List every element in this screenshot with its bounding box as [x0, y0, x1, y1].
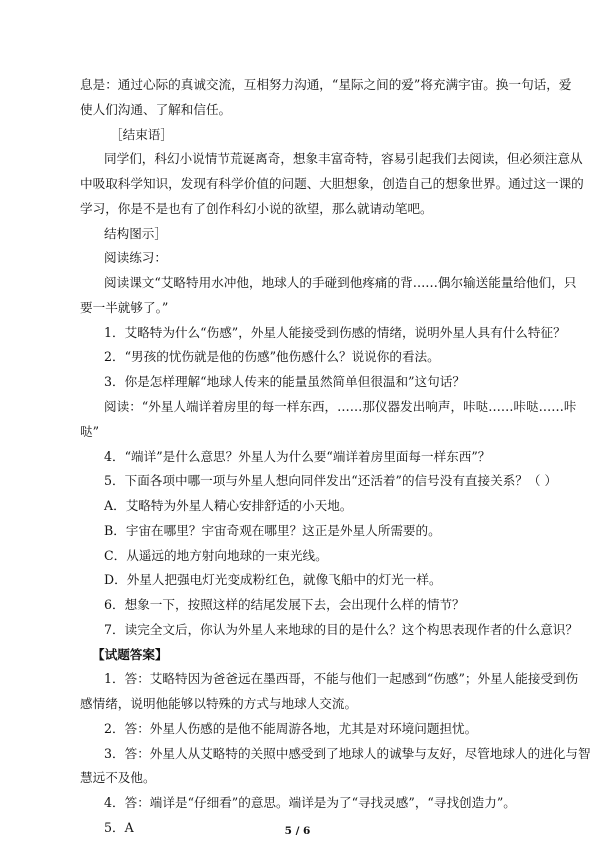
text-line: 慧远不及他。 [80, 770, 156, 786]
text-line: 息是：通过心际的真诚交流，互相努力沟通，“星际之间的爱”将充满宇宙。换一句话，爱 [80, 77, 572, 92]
text-line: 使人们沟通、了解和信任。 [80, 101, 232, 117]
answer-item: 2．答：外星人伤感的是他不能周游各地，尤其是对环境问题担忧。 [104, 720, 478, 736]
text-line: 阅读：“外星人端详着房里的每一样东西，……那仪器发出响声，咔哒……咔哒……咔 [104, 398, 577, 414]
option-item: C．从遥远的地方射向地球的一束光线。 [104, 547, 328, 563]
text-line: 同学们，科幻小说情节荒诞离奇，想象丰富奇特，容易引起我们去阅读，但必须注意从 [104, 151, 583, 167]
option-item: D．外星人把强电灯光变成粉红色，就像飞船中的灯光一样。 [104, 572, 442, 588]
text-line: 学习，你是不是也有了创作科幻小说的欲望，那么就请动笔吧。 [80, 200, 433, 216]
question-item: 2．“男孩的忧伤就是他的伤感”他伤感什么？说说你的看法。 [104, 349, 440, 365]
text-line: 阅读课文“艾略特用水冲他，地球人的手碰到他疼痛的背……偶尔输送能量给他们，只 [104, 275, 577, 291]
text-line: 感情绪，说明他能够以特殊的方式与地球人交流。 [80, 696, 358, 712]
question-item: 4．“端详”是什么意思？外星人为什么要“端详着房里面每一样东西”？ [104, 448, 491, 464]
page-number: 5 / 6 [284, 825, 311, 837]
answers-heading: 【试题答案】 [92, 646, 168, 662]
answer-item: 3．答：外星人从艾略特的关照中感受到了地球人的诚挚与友好，尽管地球人的进化与智 [104, 745, 591, 761]
answer-item: 5．A [104, 820, 134, 835]
question-item: 6．想象一下，按照这样的结尾发展下去，会出现什么样的情节？ [104, 597, 465, 613]
question-item: 1．艾略特为什么“伤感”，外星人能接受到伤感的情绪，说明外星人具有什么特征？ [104, 324, 566, 340]
text-line: 哒” [80, 423, 100, 439]
option-item: A．艾略特为外星人精心安排舒适的小天地。 [104, 498, 353, 514]
answer-item: 4．答：端详是“仔细看”的意思。端详是为了“寻找灵感”，“寻找创造力”。 [104, 795, 516, 811]
question-item: 7．读完全文后，你认为外星人来地球的目的是什么？这个构思表现作者的什么意识？ [104, 621, 578, 637]
question-item: 5．下面各项中哪一项与外星人想向同伴发出“还活着”的信号没有直接关系？（ ） [104, 473, 558, 489]
question-item: 3．你是怎样理解“地球人传来的能量虽然简单但很温和”这句话？ [104, 374, 465, 390]
text-line: 中吸取科学知识，发现有科学价值的问题、大胆想象，创造自己的想象世界。通过这一课的 [80, 176, 584, 192]
section-heading: 结构图示］ [104, 225, 167, 241]
section-heading: ［结束语］ [110, 126, 173, 142]
section-heading: 阅读练习： [104, 250, 167, 266]
option-item: B．宇宙在哪里？宇宙奇观在哪里？这正是外星人所需要的。 [104, 522, 441, 538]
answer-item: 1．答：艾略特因为爸爸远在墨西哥，不能与他们一起感到“伤感”；外星人能接受到伤 [104, 671, 579, 687]
text-line: 要一半就够了。” [80, 299, 169, 315]
